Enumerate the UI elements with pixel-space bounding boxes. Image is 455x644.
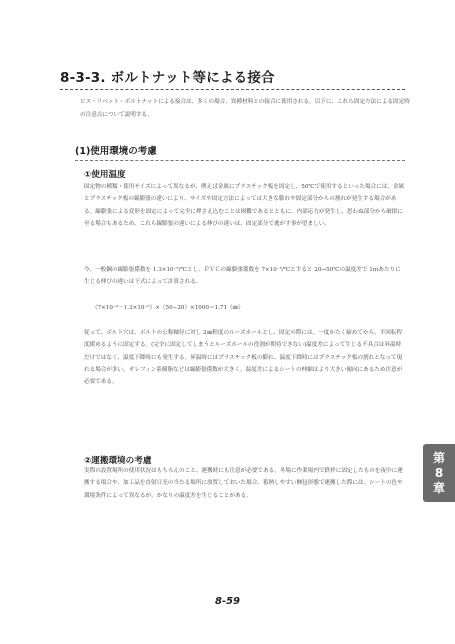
section-title: 8-3-3. ボルトナット等による接合 [60, 66, 405, 90]
transport-paragraph: 実際の設置場所の使用状況はもちろんのこと、運搬時にも注意が必要である。冬場に作業場内で鉄枠に固定したものを夜中に運搬する場合や、加工品を直射日光の当たる場所に放置しておいた場合、蓄熱しやすい梱包形態で運搬した際には、シートの色や環境条件によって異なるが、かなりの温度差を生じることがある。 [84, 468, 403, 499]
intro-paragraph: ビス・リベット・ボルトナットによる接合は、多くの場合、異種材料との接合に使用される。以下に、これら固定方法による固定時の注意点について説明する。 [80, 99, 410, 118]
temperature-paragraph-3: 従って、ボルト穴は、ボルトの公称軸径に対し 2㎜程度のルーズホールとし、固定の際には、一度かたく締めてから、半回転程度緩めるように固定する。(完全に固定してしまうとルーズホールの役割が期待できない)温度差によって生じる不具合は昇温時だけではなく、温度下降時にも発生する。昇温時にはプラスチック板の膨れ、温度下降時にはプラスチック板の割れとなって現れる場合が多い。オレフィン系樹脂などは線膨張係数が大きく、温度差によるシートの伸縮はより大きい傾向にあるため注意が必要である。 [84, 330, 403, 386]
operating-temperature-heading: ①使用温度 [84, 170, 126, 180]
usage-environment-heading: (1)使用環境の考慮 [75, 143, 405, 161]
temperature-paragraph-1: 固定物の種類・使用サイズによって異なるが、例えば金属にプラスチック板を固定し、50℃で使用するといった場合には、金属とプラスチック板の線膨張の違いにより、サイズや固定方法によっては大きな膨れや固定部分からの割れが発生する場合がある。線膨張による変形を固定によって完全に押さえ込むことは困難であるとともに、内部応力が発生し、思わぬ部分から破損に至る場合もあるため、これら線膨張の違いによる伸びの違いは、固定部分で逃がす事が望ましい。 [84, 184, 405, 227]
chapter-tab [423, 444, 455, 502]
temperature-paragraph-2: 今、一般鋼の線膨張係数を 1.3×10⁻⁵/℃とし、ＰＶＣの線膨張係数を 7×10⁻⁵/℃とすると 20→50℃の温度差で 1ｍあたりに生じる伸びの違いは下式によって計算される。 [84, 267, 401, 286]
expansion-formula: （7×10⁻⁵－1.3×10⁻⁵）×（50−20）×1000＝1.71（㎜） [92, 305, 244, 311]
page-number: 8-59 [214, 596, 241, 607]
chapter-tab-number: 8 [434, 465, 444, 480]
chapter-tab-prefix: 第 [432, 450, 445, 465]
transport-environment-heading: ②運搬環境の考慮 [84, 456, 152, 466]
chapter-tab-suffix: 章 [432, 480, 445, 495]
